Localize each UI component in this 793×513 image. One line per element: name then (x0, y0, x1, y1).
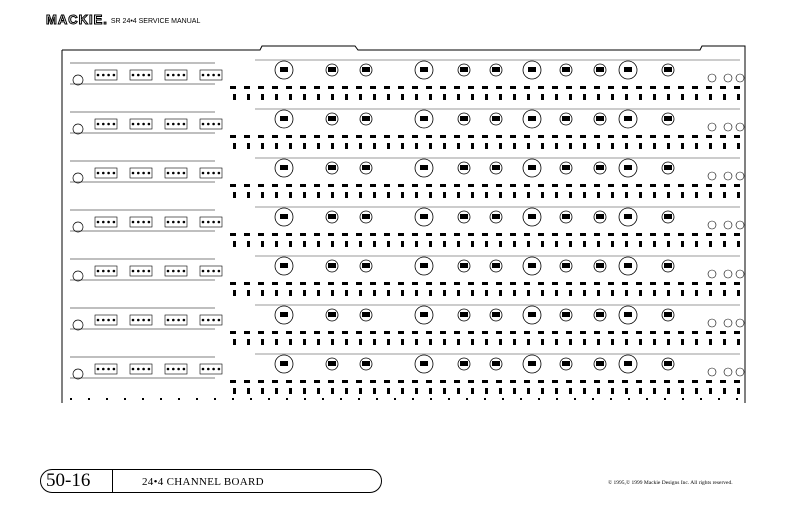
footer-divider (112, 470, 113, 492)
channel-strip (70, 158, 744, 198)
channel-strips (70, 60, 744, 400)
channel-strip (70, 109, 744, 149)
board-title: 24•4 CHANNEL BOARD (142, 476, 264, 488)
mackie-logo: MACKIE. (46, 12, 108, 27)
channel-strip (70, 207, 744, 247)
channel-strip (70, 305, 744, 345)
pcb-layout-drawing (0, 40, 793, 410)
channel-strip (70, 256, 744, 296)
page-header (46, 10, 200, 26)
page-number: 50-16 (46, 470, 91, 491)
channel-strip (70, 354, 744, 394)
copyright-notice: © 1995,© 1999 Mackie Designs Inc. All rights reserved. (608, 480, 733, 486)
channel-strip (70, 60, 744, 100)
manual-title: SR 24•4 SERVICE MANUAL (110, 18, 201, 25)
